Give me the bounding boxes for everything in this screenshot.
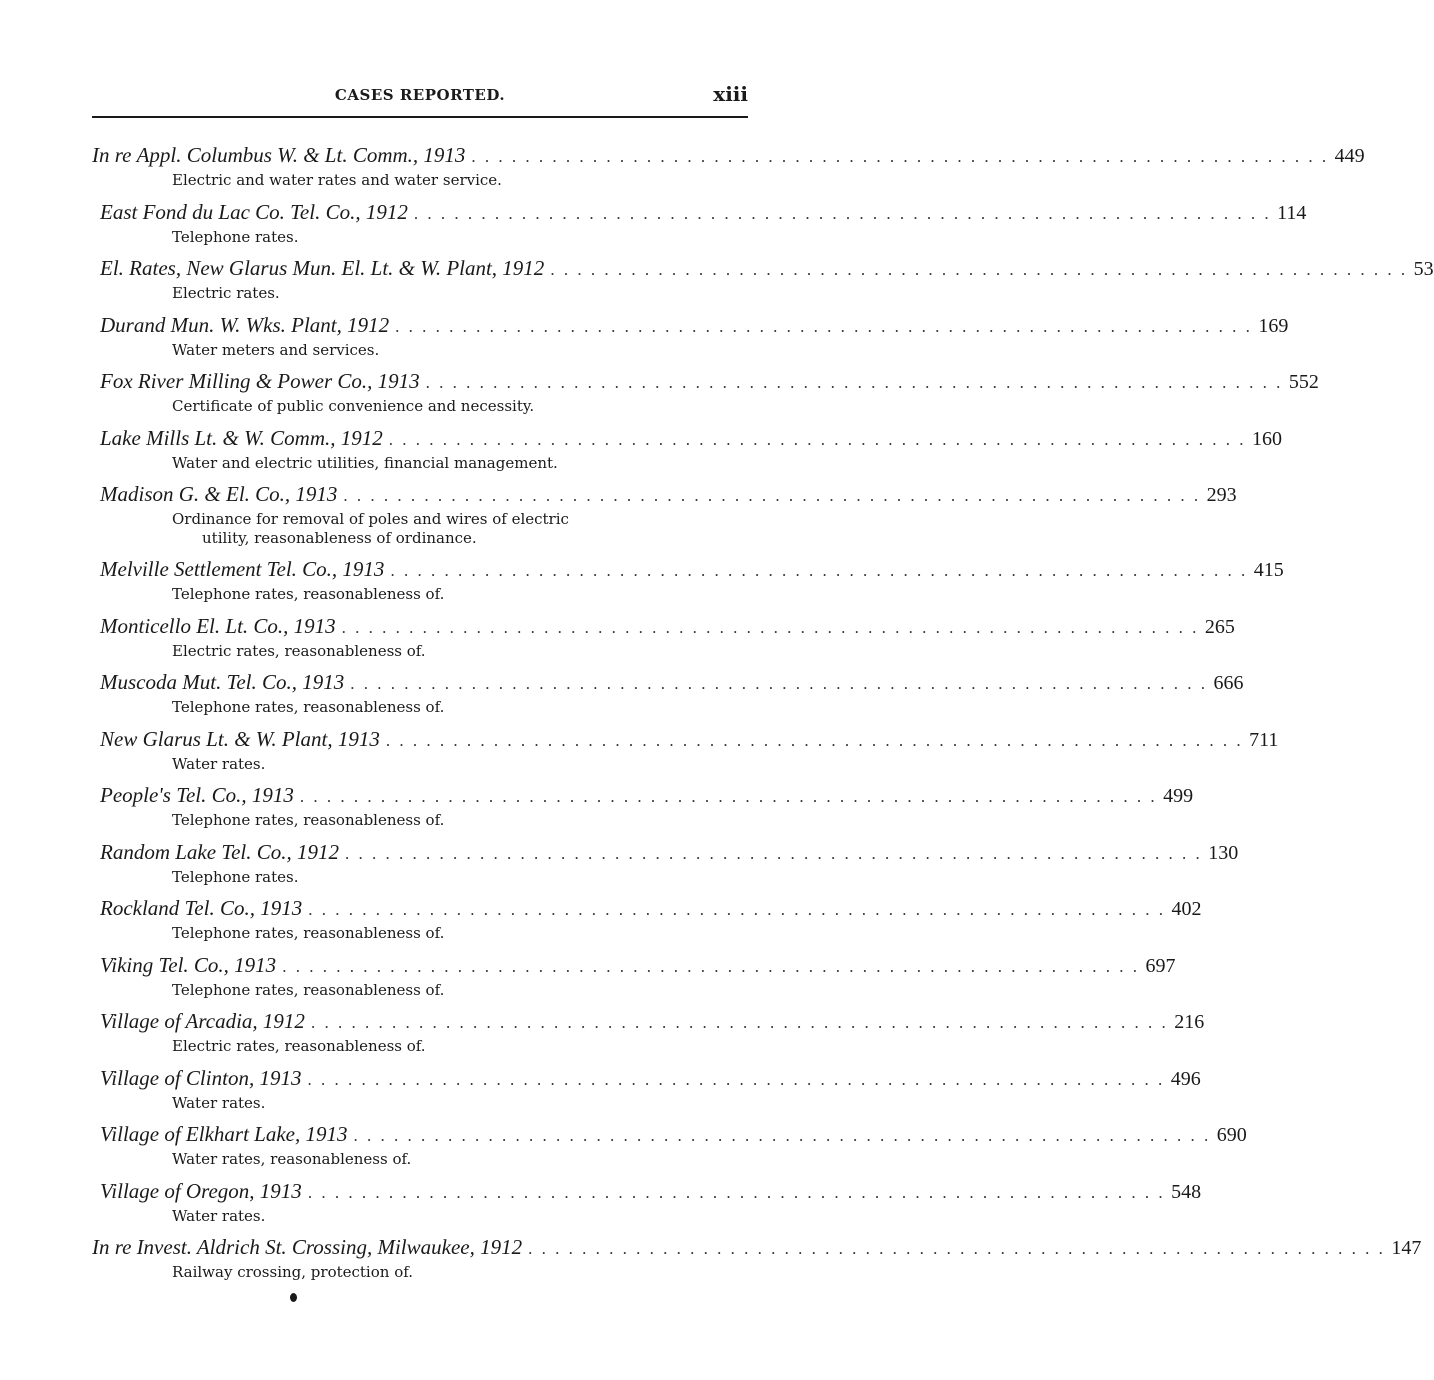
dot-leader: . . . . . . . . . . . . . . . . . . . . . . . . . . . . . . . . . . . . . . . . . . . . . . . . . . . . . . . . . . . . . . . . — [282, 956, 1140, 976]
dot-leader: . . . . . . . . . . . . . . . . . . . . . . . . . . . . . . . . . . . . . . . . . . . . . . . . . . . . . . . . . . . . . . . . — [528, 1239, 1386, 1258]
description-line-2: utility, reasonableness of ordinance. — [202, 529, 477, 547]
case-name: Fox River Milling & Power Co., 1913 — [100, 369, 420, 393]
case-name: East Fond du Lac Co. Tel. Co., 1912 — [100, 199, 408, 224]
case-page-number: 415 — [1253, 559, 1284, 581]
case-description — [172, 585, 697, 604]
description-line: Water rates. — [172, 754, 266, 773]
case-description — [172, 868, 697, 887]
case-entry — [0, 670, 1244, 727]
case-description — [172, 510, 697, 548]
case-description — [172, 924, 697, 943]
case-description — [172, 397, 697, 416]
dot-leader: . . . . . . . . . . . . . . . . . . . . . . . . . . . . . . . . . . . . . . . . . . . . . . . . . . . . . . . . . . . . . . . . — [388, 429, 1246, 449]
case-title-line — [92, 369, 1319, 393]
case-title-line — [92, 726, 1279, 751]
case-name: New Glarus Lt. & W. Plant, 1913 — [100, 726, 380, 751]
case-page-number: 402 — [1171, 898, 1202, 920]
case-title-line — [92, 312, 1289, 337]
dot-leader: . . . . . . . . . . . . . . . . . . . . . . . . . . . . . . . . . . . . . . . . . . . . . . . . . . . . . . . . . . . . . . . . — [341, 617, 1199, 637]
case-description — [172, 811, 697, 830]
case-description — [172, 698, 697, 717]
case-entry — [0, 1235, 1422, 1292]
case-title-line — [92, 199, 1307, 224]
dot-leader: . . . . . . . . . . . . . . . . . . . . . . . . . . . . . . . . . . . . . . . . . . . . . . . . . . . . . . . . . . . . . . . . — [307, 1069, 1165, 1089]
case-entry — [0, 143, 1365, 200]
case-entry — [0, 783, 1194, 840]
case-page-number: 690 — [1216, 1124, 1247, 1146]
description-line: Certificate of public convenience and necessity. — [172, 397, 535, 415]
case-name: Muscoda Mut. Tel. Co., 1913 — [100, 670, 345, 694]
dot-leader: . . . . . . . . . . . . . . . . . . . . . . . . . . . . . . . . . . . . . . . . . . . . . . . . . . . . . . . . . . . . . . . . — [390, 561, 1248, 580]
case-name: Village of Elkhart Lake, 1913 — [100, 1122, 348, 1146]
case-title-line — [92, 896, 1202, 920]
description-line: Electric rates, reasonableness of. — [172, 641, 426, 660]
case-page-number: 499 — [1163, 785, 1194, 807]
dot-leader: . . . . . . . . . . . . . . . . . . . . . . . . . . . . . . . . . . . . . . . . . . . . . . . . . . . . . . . . . . . . . . . . — [353, 1126, 1211, 1145]
case-page-number: 114 — [1277, 201, 1307, 224]
case-entry — [0, 1065, 1201, 1123]
case-title-line — [92, 1065, 1201, 1090]
case-description — [172, 1094, 697, 1113]
case-name: Durand Mun. W. Wks. Plant, 1912 — [100, 312, 390, 337]
case-description — [172, 171, 697, 190]
case-entry — [0, 425, 1282, 483]
case-page-number: 548 — [1171, 1180, 1202, 1203]
case-entry — [0, 896, 1202, 953]
dot-leader: . . . . . . . . . . . . . . . . . . . . . . . . . . . . . . . . . . . . . . . . . . . . . . . . . . . . . . . . . . . . . . . . — [344, 843, 1203, 863]
description-line: Electric and water rates and water service. — [172, 171, 502, 189]
description-line: Telephone rates, reasonableness of. — [172, 585, 445, 603]
case-entry — [0, 1009, 1205, 1066]
case-description — [172, 341, 697, 360]
case-prefix: In re — [92, 143, 132, 167]
description-line: Water meters and services. — [172, 340, 380, 359]
case-prefix: In re — [92, 1235, 132, 1259]
case-title-line — [92, 839, 1239, 864]
description-line: Electric rates, reasonableness of. — [172, 1037, 426, 1055]
case-entry — [0, 482, 1237, 557]
case-title-line — [92, 425, 1282, 450]
description-line: Ordinance for removal of poles and wires of electric — [172, 510, 569, 528]
description-line: Railway crossing, protection of. — [172, 1263, 414, 1281]
case-title-line — [92, 256, 1434, 280]
case-description — [172, 755, 697, 774]
case-name: Monticello El. Lt. Co., 1913 — [100, 613, 336, 638]
case-description — [172, 1263, 697, 1282]
dot-leader: . . . . . . . . . . . . . . . . . . . . . . . . . . . . . . . . . . . . . . . . . . . . . . . . . . . . . . . . . . . . . . . . — [310, 1013, 1169, 1032]
ink-mark — [290, 1293, 297, 1302]
case-entry — [0, 557, 1284, 614]
case-page-number: 130 — [1208, 841, 1239, 864]
case-name: El. Rates, New Glarus Mun. El. Lt. & W. Plant, 1912 — [100, 256, 545, 280]
case-description — [172, 981, 697, 1000]
case-title-line — [92, 613, 1235, 638]
dot-leader: . . . . . . . . . . . . . . . . . . . . . . . . . . . . . . . . . . . . . . . . . . . . . . . . . . . . . . . . . . . . . . . . — [385, 730, 1244, 750]
case-page-number: 147 — [1391, 1237, 1422, 1259]
case-name: Village of Clinton, 1913 — [100, 1065, 302, 1090]
case-name: Invest. Aldrich St. Crossing, Milwaukee, 1912 — [136, 1235, 523, 1259]
dot-leader: . . . . . . . . . . . . . . . . . . . . . . . . . . . . . . . . . . . . . . . . . . . . . . . . . . . . . . . . . . . . . . . . — [395, 316, 1253, 336]
case-description — [172, 1150, 697, 1169]
dot-leader: . . . . . . . . . . . . . . . . . . . . . . . . . . . . . . . . . . . . . . . . . . . . . . . . . . . . . . . . . . . . . . . . — [413, 203, 1272, 223]
case-entry — [0, 199, 1307, 257]
case-description — [172, 228, 697, 247]
dot-leader: . . . . . . . . . . . . . . . . . . . . . . . . . . . . . . . . . . . . . . . . . . . . . . . . . . . . . . . . . . . . . . . . — [307, 1182, 1166, 1202]
header-title: CASES REPORTED. — [334, 86, 506, 104]
description-line: Telephone rates, reasonableness of. — [172, 811, 445, 829]
description-line: Electric rates. — [172, 284, 280, 302]
description-line: Water rates. — [172, 1093, 266, 1112]
description-line: Telephone rates, reasonableness of. — [172, 698, 445, 716]
case-title-line — [92, 1235, 1422, 1259]
case-entry — [0, 1122, 1247, 1179]
dot-leader: . . . . . . . . . . . . . . . . . . . . . . . . . . . . . . . . . . . . . . . . . . . . . . . . . . . . . . . . . . . . . . . . — [425, 373, 1283, 392]
case-entry — [0, 952, 1176, 1010]
dot-leader: . . . . . . . . . . . . . . . . . . . . . . . . . . . . . . . . . . . . . . . . . . . . . . . . . . . . . . . . . . . . . . . . — [350, 674, 1208, 693]
case-name: Rockland Tel. Co., 1913 — [100, 896, 303, 920]
case-name: People's Tel. Co., 1913 — [100, 783, 294, 807]
case-title-line — [92, 783, 1194, 807]
case-description — [172, 1037, 697, 1056]
case-title-line — [92, 670, 1244, 694]
case-entry — [0, 613, 1235, 671]
case-title-line — [92, 1178, 1202, 1203]
case-description — [172, 642, 697, 661]
dot-leader: . . . . . . . . . . . . . . . . . . . . . . . . . . . . . . . . . . . . . . . . . . . . . . . . . . . . . . . . . . . . . . . . — [343, 486, 1201, 505]
case-description — [172, 454, 697, 473]
case-entry — [0, 256, 1434, 313]
case-name: Melville Settlement Tel. Co., 1913 — [100, 557, 385, 581]
case-description — [172, 284, 697, 303]
case-description — [172, 1207, 697, 1226]
case-name: Village of Oregon, 1913 — [100, 1178, 302, 1203]
case-entry — [0, 1178, 1202, 1236]
case-page-number: 53 — [1413, 258, 1434, 280]
case-page-number: 293 — [1206, 484, 1237, 506]
case-name: Madison G. & El. Co., 1913 — [100, 482, 338, 506]
dot-leader: . . . . . . . . . . . . . . . . . . . . . . . . . . . . . . . . . . . . . . . . . . . . . . . . . . . . . . . . . . . . . . . . — [471, 147, 1329, 166]
case-page-number: 169 — [1258, 314, 1289, 337]
case-page-number: 265 — [1204, 615, 1235, 638]
case-page-number: 666 — [1213, 672, 1244, 694]
case-title-line — [92, 952, 1176, 977]
description-line: Water and electric utilities, financial management. — [172, 453, 558, 472]
description-line: Telephone rates, reasonableness of. — [172, 980, 445, 999]
case-page-number: 552 — [1288, 371, 1319, 393]
case-entry — [0, 312, 1289, 370]
case-page-number: 160 — [1252, 427, 1282, 450]
case-entry — [0, 839, 1239, 897]
header-rule — [92, 116, 748, 118]
description-line: Water rates. — [172, 1206, 266, 1225]
dot-leader: . . . . . . . . . . . . . . . . . . . . . . . . . . . . . . . . . . . . . . . . . . . . . . . . . . . . . . . . . . . . . . . . — [308, 900, 1166, 919]
case-title-line — [92, 143, 1365, 167]
case-title-line — [92, 557, 1284, 581]
case-page-number: 711 — [1249, 728, 1279, 751]
running-header — [92, 82, 748, 116]
case-name: Viking Tel. Co., 1913 — [100, 952, 277, 977]
case-entry — [0, 369, 1319, 426]
header-page-number: xiii — [713, 82, 748, 106]
dot-leader: . . . . . . . . . . . . . . . . . . . . . . . . . . . . . . . . . . . . . . . . . . . . . . . . . . . . . . . . . . . . . . . . — [299, 787, 1158, 806]
case-name: Lake Mills Lt. & W. Comm., 1912 — [100, 425, 383, 450]
case-name: Village of Arcadia, 1912 — [100, 1009, 305, 1033]
description-line: Water rates, reasonableness of. — [172, 1150, 412, 1168]
case-title-line — [92, 482, 1237, 506]
case-entry — [0, 726, 1279, 784]
description-line: Telephone rates, reasonableness of. — [172, 924, 445, 942]
case-name: Appl. Columbus W. & Lt. Comm., 1913 — [136, 143, 466, 167]
case-page-number: 697 — [1145, 954, 1176, 977]
case-list — [0, 143, 1434, 1292]
case-title-line — [92, 1122, 1247, 1146]
description-line: Telephone rates. — [172, 867, 299, 886]
case-page-number: 496 — [1170, 1067, 1201, 1090]
description-line: Telephone rates. — [172, 227, 299, 246]
case-page-number: 216 — [1174, 1011, 1205, 1033]
dot-leader: . . . . . . . . . . . . . . . . . . . . . . . . . . . . . . . . . . . . . . . . . . . . . . . . . . . . . . . . . . . . . . . . — [550, 260, 1408, 279]
case-title-line — [92, 1009, 1205, 1033]
case-page-number: 449 — [1334, 145, 1365, 167]
case-name: Random Lake Tel. Co., 1912 — [100, 839, 339, 864]
